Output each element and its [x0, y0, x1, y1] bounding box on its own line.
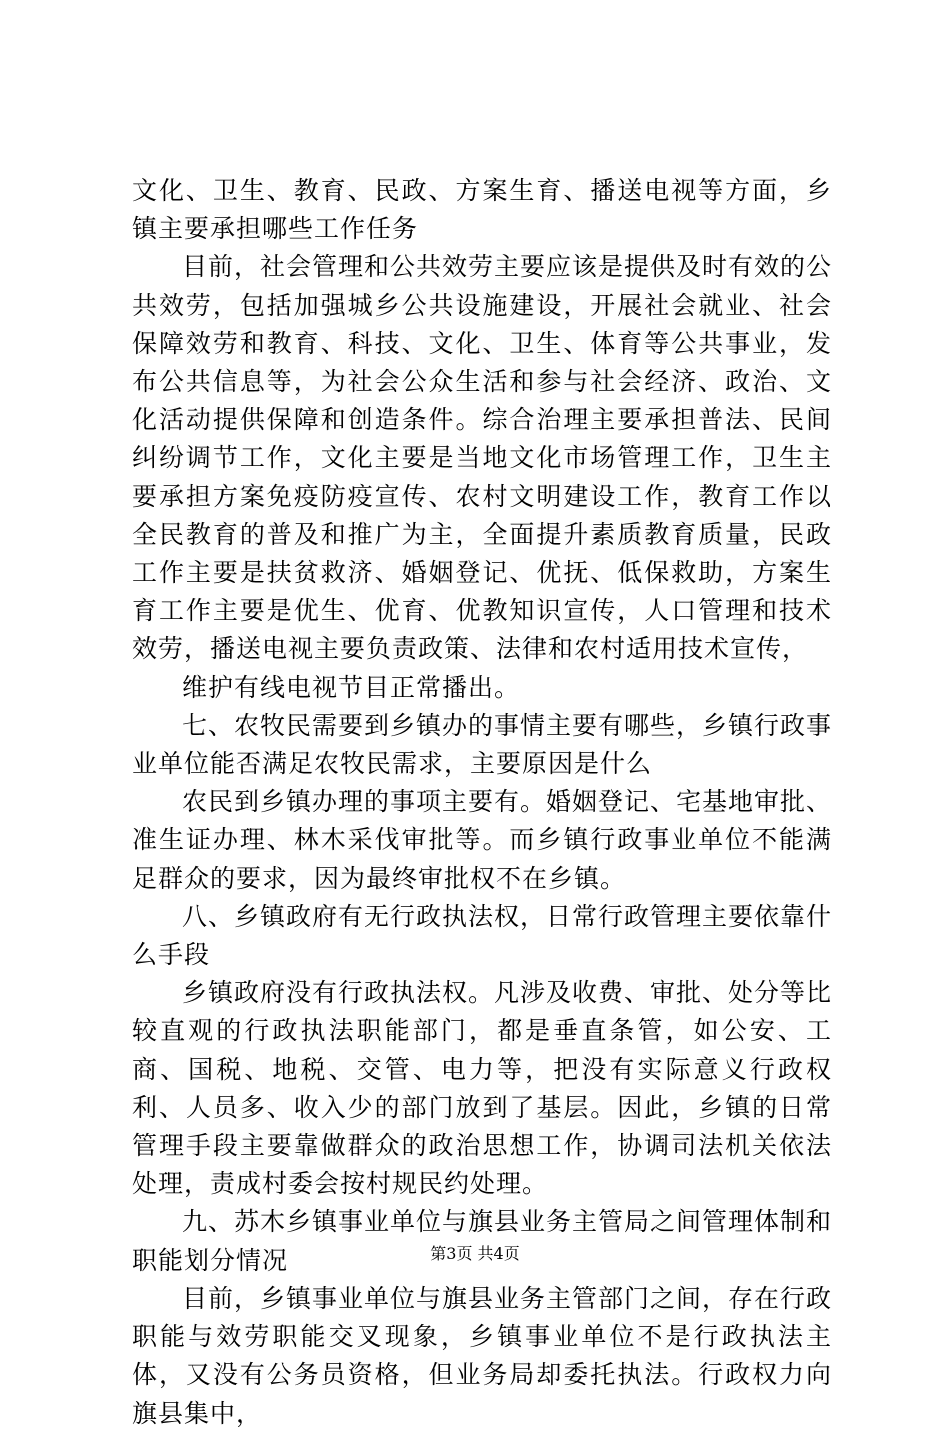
paragraph-answer-9: 目前，乡镇事业单位与旗县业务主管部门之间，存在行政职能与效劳职能交叉现象，乡镇事业单位不是行政执法主体，又没有公务员资格，但业务局却委托执法。行政权力向旗县集中， — [132, 1283, 833, 1428]
heading-question-8: 八、乡镇政府有无行政执法权，日常行政管理主要依靠什么手段 — [132, 901, 833, 970]
heading-question-9: 九、苏木乡镇事业单位与旗县业务主管局之间管理体制和职能划分情况 — [132, 1207, 833, 1275]
paragraph-topic-continuation: 文化、卫生、教育、民政、方案生育、播送电视等方面，乡镇主要承担哪些工作任务 — [132, 176, 832, 244]
paragraph-answer-7: 农民到乡镇办理的事项主要有。婚姻登记、宅基地审批、准生证办理、林木采伐审批等。而乡镇行政事业单位不能满足群众的要求，因为最终审批权不在乡镇。 — [132, 787, 833, 893]
paragraph-cable-tv: 维护有线电视节目正常播出。 — [182, 672, 521, 702]
heading-question-7: 七、农牧民需要到乡镇办的事情主要有哪些，乡镇行政事业单位能否满足农牧民需求，主要原因是什么 — [132, 710, 833, 779]
paragraph-public-services: 目前，社会管理和公共效劳主要应该是提供及时有效的公共效劳，包括加强城乡公共设施建设，开展社会就业、社会保障效劳和教育、科技、文化、卫生、体育等公共事业，发布公共信息等，为社会公众生活和参与社会经济、政治、文化活动提供保障和创造条件。综合治理主要承担普法、民间纠纷调节工作，文化主要是当地文化市场管理工作，卫生主要承担方案免疫防疫宣传、农村文明建设工作，教育工作以全民教育的普及和推广为主，全面提升素质教育质量，民政工作主要是扶贫救济、婚姻登记、优抚、低保救助，方案生育工作主要是优生、优育、优教知识宣传，人口管理和技术效劳，播送电视主要负责政策、法律和农村适用技术宣传， — [132, 252, 833, 664]
paragraph-answer-8: 乡镇政府没有行政执法权。凡涉及收费、审批、处分等比较直观的行政执法职能部门，都是垂直条管，如公安、工商、国税、地税、交管、电力等，把没有实际意义行政权利、人员多、收入少的部门放到了基层。因此，乡镇的日常管理手段主要靠做群众的政治思想工作，协调司法机关依法处理，责成村委会按村规民约处理。 — [132, 978, 833, 1199]
page-number-footer: 第3页 共4页 — [430, 1244, 520, 1263]
